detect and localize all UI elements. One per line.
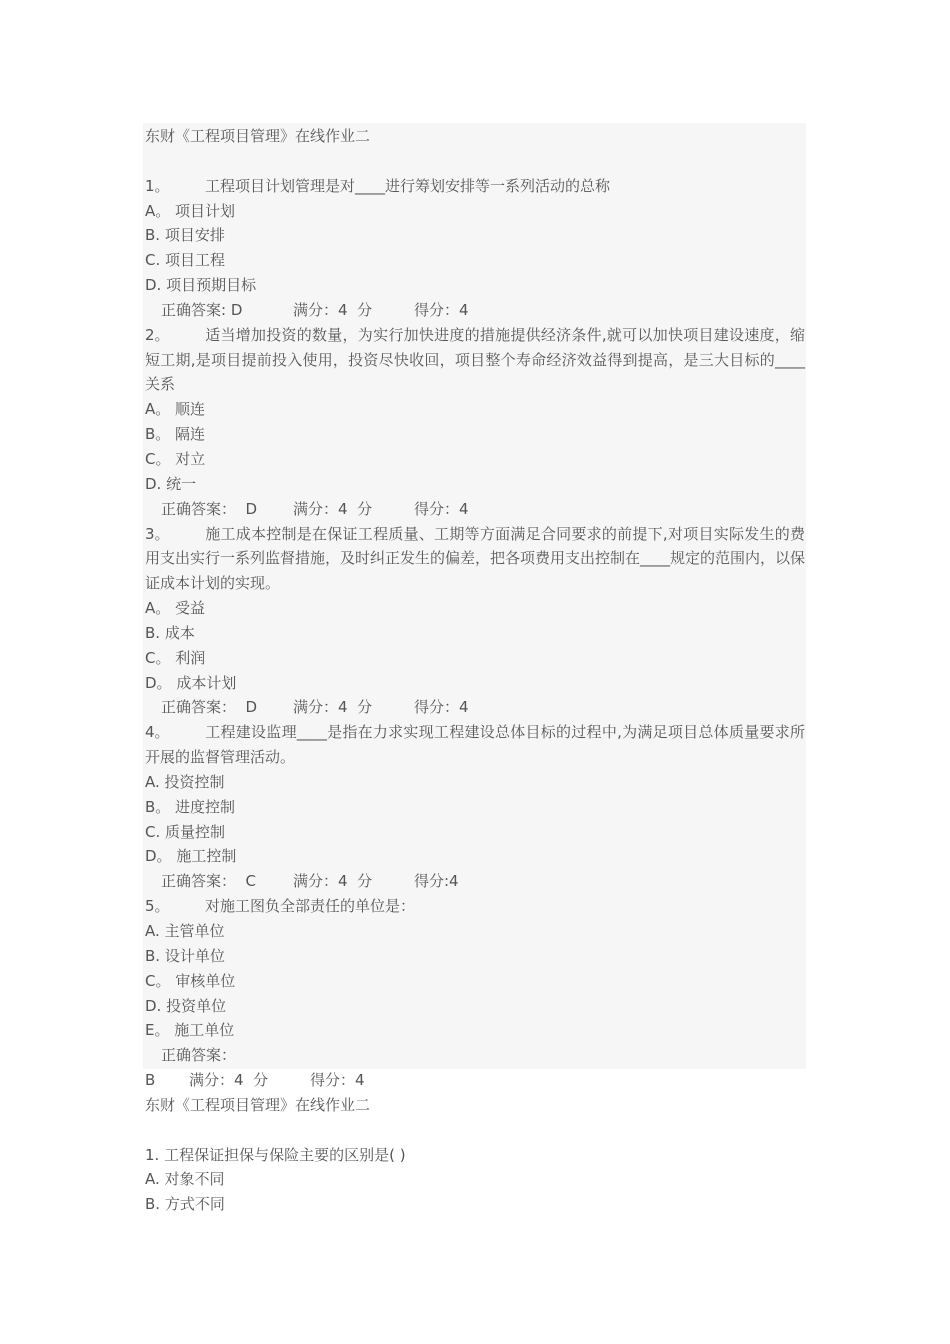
full-score: 满分：4 分: [293, 872, 373, 891]
option-a: A. 对象不同: [145, 1170, 225, 1189]
option-d: D. 项目预期目标: [145, 276, 257, 295]
correct-answer: 正确答案： D: [161, 499, 258, 518]
question-3: [145, 522, 805, 721]
earned-score: 得分：4: [414, 300, 469, 319]
question-text: 工程建设监理____是指在力求实现工程建设总体目标的过程中,为满足项目总体质量要求所开展的监督管理活动。: [145, 723, 805, 767]
earned-score: 得分：4: [414, 499, 469, 518]
answer-line: [145, 1043, 805, 1068]
question-number: 2。: [145, 325, 170, 344]
answer-continuation: [145, 1068, 805, 1093]
option-b: B. 方式不同: [145, 1195, 225, 1214]
option-a: A. 投资控制: [145, 772, 225, 791]
answer-line: [145, 695, 805, 720]
option-e: E。 施工单位: [145, 1021, 235, 1040]
blank-line: [145, 149, 805, 174]
option-a: A。 项目计划: [145, 201, 236, 220]
question-text: 工程项目计划管理是对____进行筹划安排等一系列活动的总称: [205, 176, 611, 195]
option-d: D。 成本计划: [145, 673, 237, 692]
correct-answer: 正确答案: D: [161, 300, 243, 319]
option-b: B. 设计单位: [145, 946, 225, 965]
question-number: 1。: [145, 176, 170, 195]
option-a: A。 受益: [145, 599, 206, 618]
full-score: 满分：4 分: [293, 499, 373, 518]
option-c: C。 对立: [145, 449, 206, 468]
answer-value: B: [145, 1071, 156, 1090]
option-a: A. 主管单位: [145, 922, 225, 940]
answer-line: [145, 497, 805, 522]
question-number: 4。: [145, 723, 170, 742]
option-a: A。 顺连: [145, 400, 206, 419]
full-score: 满分：4 分: [293, 698, 373, 717]
blank-line: [145, 1118, 805, 1143]
option-c: C。 利润: [145, 648, 206, 667]
option-b: B。 隔连: [145, 425, 206, 444]
option-c: C. 质量控制: [145, 822, 226, 841]
correct-answer: 正确答案：: [161, 1046, 237, 1065]
correct-answer: 正确答案： D: [161, 698, 258, 717]
document-title: 东财《工程项目管理》在线作业二: [145, 127, 371, 145]
option-d: D. 投资单位: [145, 996, 227, 1015]
question-number: 3。: [145, 524, 170, 543]
question-stem: [145, 522, 805, 597]
answer-line: [145, 869, 805, 894]
option-b: B。 进度控制: [145, 797, 236, 816]
second-question-1: [145, 1143, 805, 1218]
full-score: 满分：4 分: [189, 1071, 269, 1090]
question-1: [145, 174, 805, 323]
option-c: C。 审核单位: [145, 971, 236, 990]
earned-score: 得分：4: [414, 698, 469, 717]
question-4: [145, 720, 805, 894]
earned-score: 得分：4: [310, 1071, 365, 1090]
question-2: [145, 323, 805, 522]
option-d: D。 施工控制: [145, 847, 237, 866]
option-b: B. 项目安排: [145, 226, 225, 245]
question-text: 对施工图负全部责任的单位是：: [205, 897, 416, 916]
full-score: 满分：4 分: [293, 300, 373, 319]
question-text: 适当增加投资的数量，为实行加快进度的措施提供经济条件,就可以加快项目建设速度，缩短工期,是项目提前投入使用，投资尽快收回，项目整个寿命经济效益得到提高，是三大目标的____关系: [145, 325, 805, 394]
question-stem: [145, 174, 805, 199]
option-b: B. 成本: [145, 623, 195, 642]
question-stem: [145, 720, 805, 770]
question-text: 施工成本控制是在保证工程质量、工期等方面满足合同要求的前提下,对项目实际发生的费用支出实行一系列监督措施，及时纠正发生的偏差，把各项费用支出控制在____规定的范围内，以保证成本计划的实现。: [145, 524, 806, 593]
option-d: D. 统一: [145, 474, 197, 493]
question-stem: [145, 894, 805, 919]
question-number: 5。: [145, 897, 170, 916]
correct-answer: 正确答案： C: [161, 872, 257, 891]
option-c: C. 项目工程: [145, 251, 226, 270]
question-stem: [145, 323, 805, 398]
question-5: [145, 894, 805, 1093]
earned-score: 得分:4: [414, 872, 459, 891]
answer-line: [145, 298, 805, 323]
document-content: [145, 124, 805, 1217]
second-title: 东财《工程项目管理》在线作业二: [145, 1095, 371, 1114]
question-text: 1. 工程保证担保与保险主要的区别是( ): [145, 1145, 406, 1164]
